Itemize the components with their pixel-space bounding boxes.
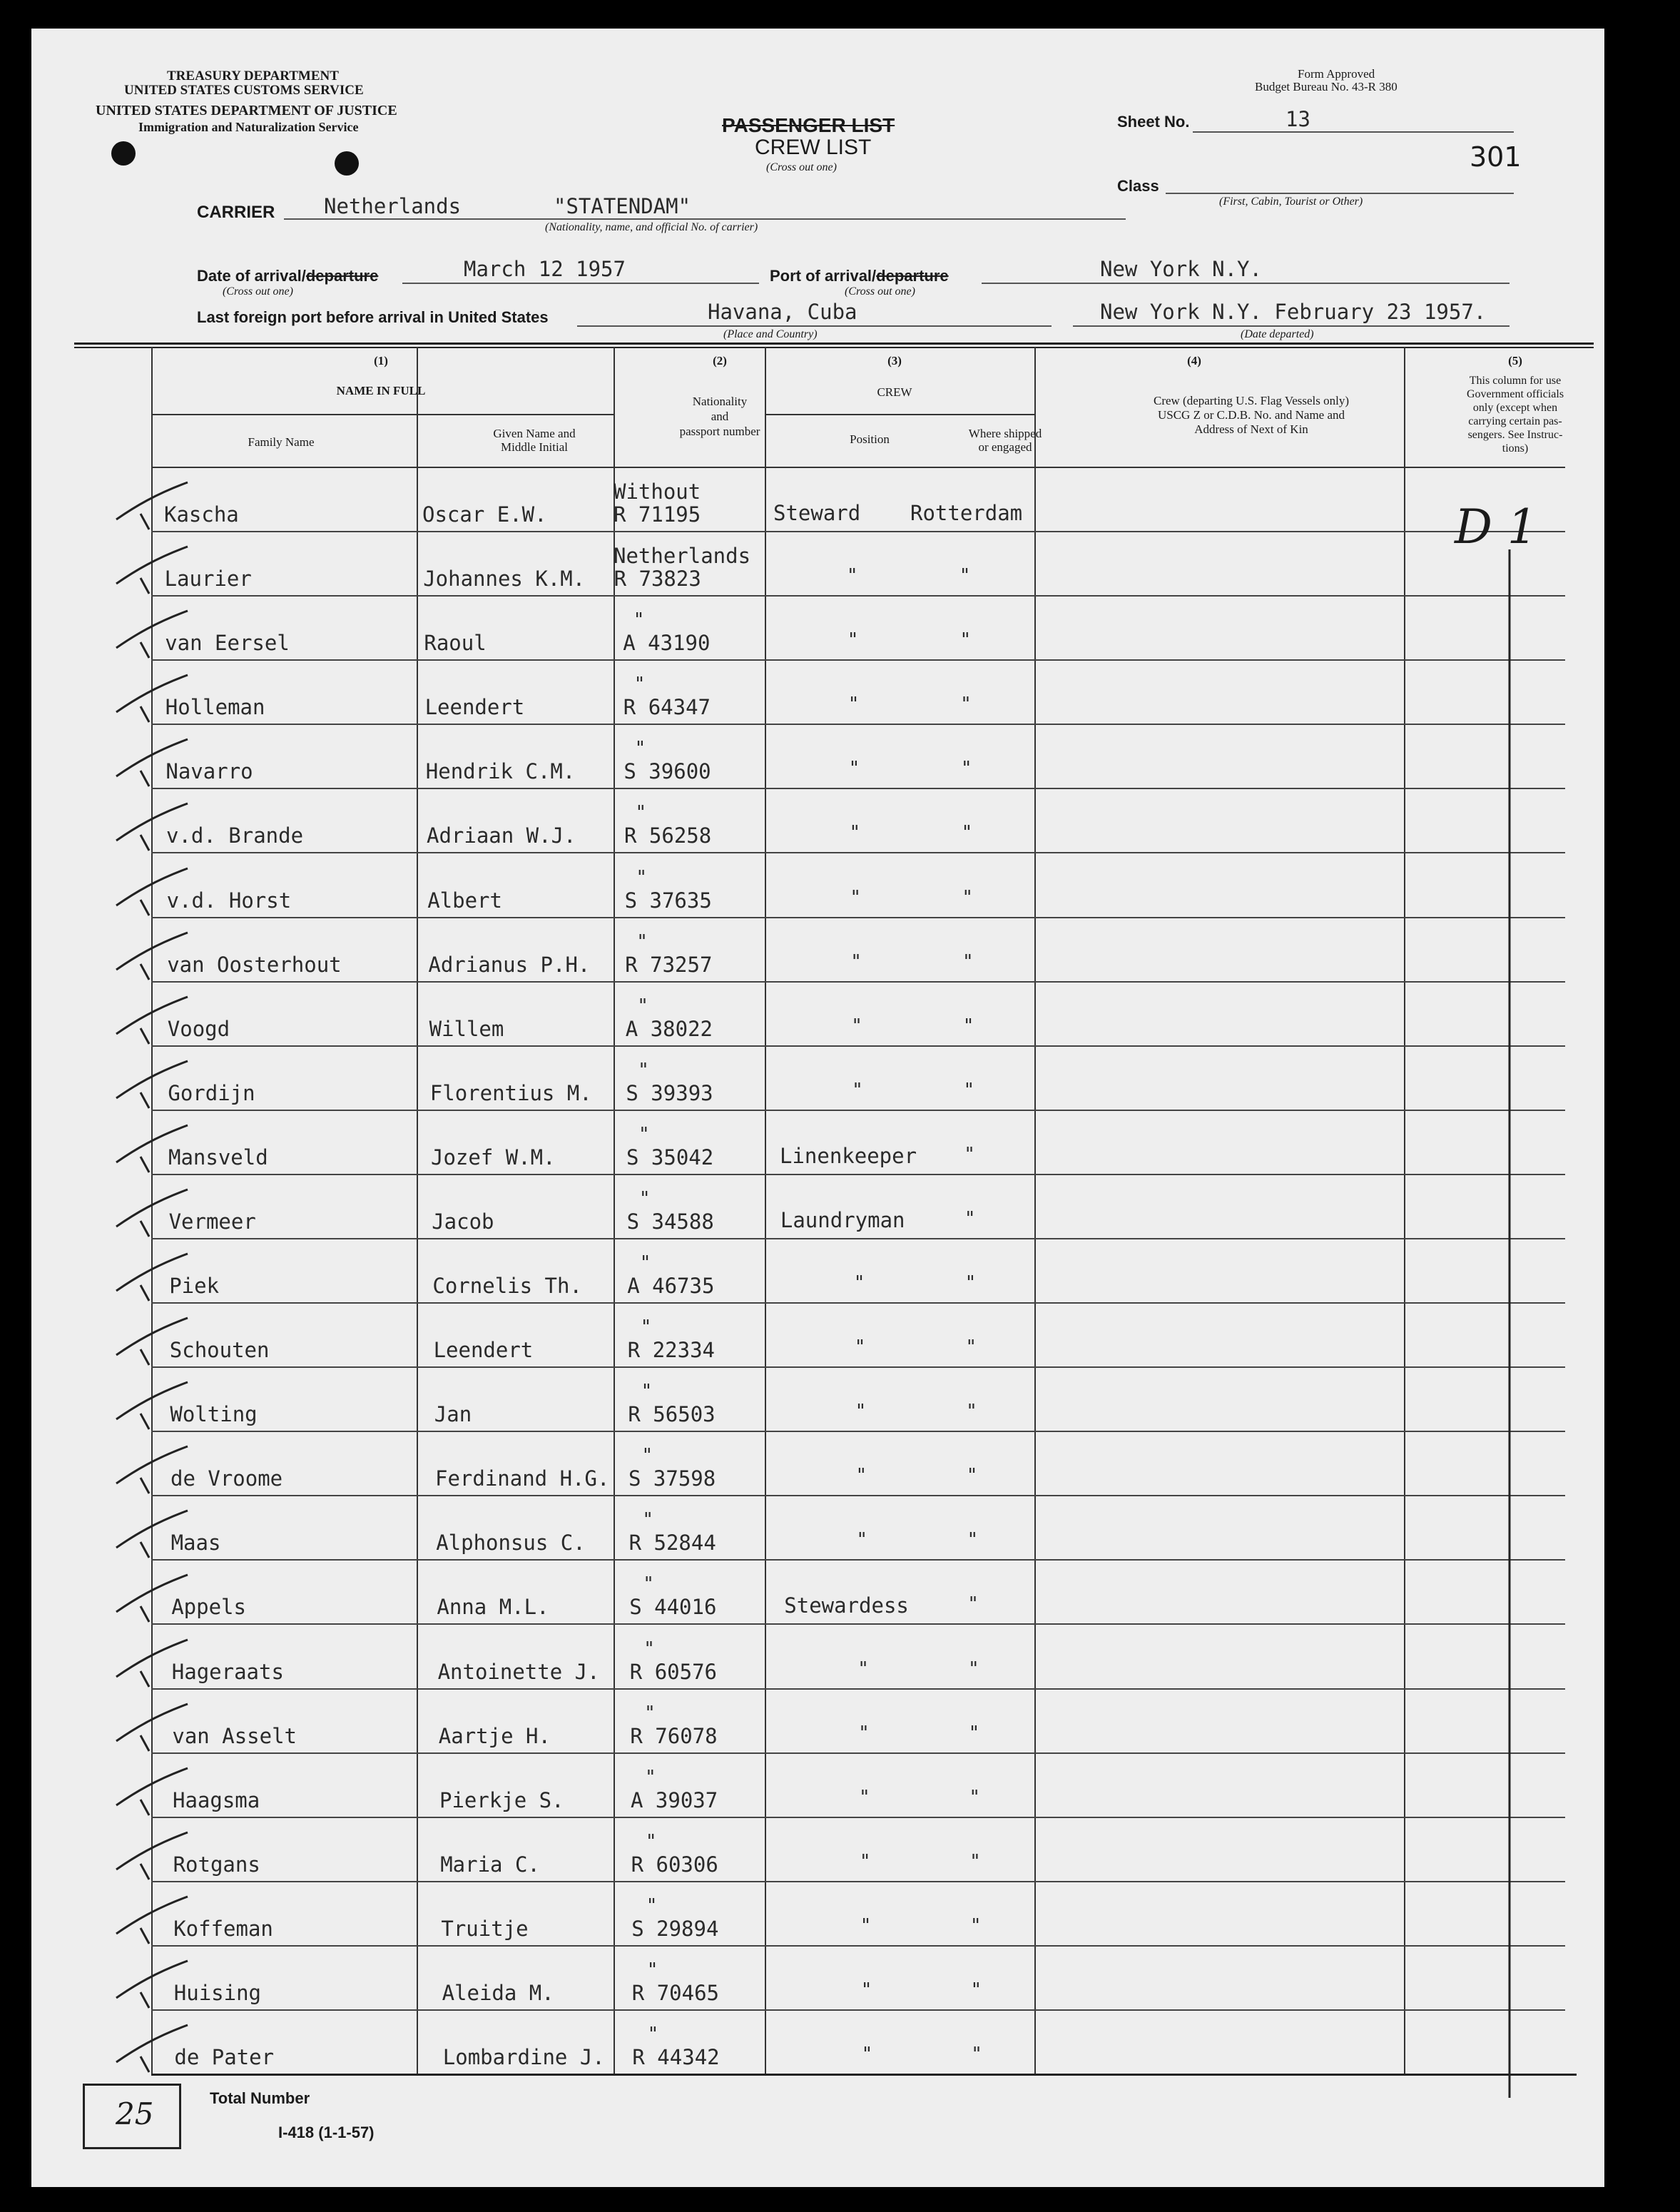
check-mark-icon [113, 1892, 192, 1949]
class-label: Class [1117, 177, 1159, 195]
check-mark-icon [113, 928, 192, 985]
passport-number: R 60576 [629, 1659, 718, 1684]
given-name: Lombardine J. [442, 2045, 605, 2069]
where-shipped: " [959, 565, 971, 587]
position: " [851, 1015, 862, 1037]
passport-number: S 39600 [623, 759, 711, 784]
total-value: 25 [116, 2096, 154, 2131]
family-name: Mansveld [168, 1145, 268, 1170]
nationality: " [643, 1638, 655, 1660]
where-shipped: " [963, 1079, 975, 1101]
family-name: Holleman [165, 695, 265, 720]
given-name: Jan [434, 1402, 472, 1427]
given-name: Jozef W.M. [431, 1145, 556, 1170]
family-name: Huising [173, 1980, 262, 2005]
sheet-number: 13 [1286, 107, 1310, 131]
family-name: van Asselt [172, 1723, 297, 1748]
col2-header: Nationality and passport number [679, 395, 760, 438]
last-port-label: Last foreign port before arrival in United States [197, 308, 549, 326]
check-mark-icon [113, 1571, 192, 1628]
nationality: " [638, 1059, 649, 1081]
family-name: de Vroome [170, 1466, 283, 1491]
family-name: Navarro [166, 759, 253, 784]
crew-list-title: CREW LIST [755, 136, 872, 159]
check-mark-icon [113, 1378, 192, 1435]
given-name: Ferdinand H.G. [435, 1466, 610, 1491]
position: " [854, 1336, 866, 1359]
where-shipped: " [960, 694, 972, 716]
given-name: Leendert [424, 695, 525, 720]
nationality: " [637, 995, 648, 1017]
given-name: Raoul [424, 631, 487, 656]
check-mark-icon [113, 2021, 192, 2078]
where-shipped: " [969, 1850, 981, 1872]
col5-annotation: D 1 [1455, 499, 1537, 554]
given-name: Adrianus P.H. [428, 952, 591, 977]
passport-number: A 39037 [631, 1787, 718, 1812]
passport-number: S 34588 [626, 1209, 714, 1234]
given-name: Adriaan W.J. [427, 823, 576, 848]
check-mark-icon [113, 993, 192, 1050]
col1-number: (1) [374, 354, 388, 367]
where-shipped: " [970, 1979, 982, 2001]
page-stamp: 301 [1470, 141, 1522, 173]
col2-number: (2) [713, 354, 727, 367]
check-mark-icon [113, 864, 192, 921]
budget-bureau: Budget Bureau No. 43-R 380 [1255, 80, 1398, 93]
col4-number: (4) [1187, 354, 1201, 367]
where-shipped: " [966, 1401, 977, 1423]
where-shipped: " [967, 1529, 979, 1551]
form-number: I-418 (1-1-57) [278, 2124, 375, 2141]
check-mark-icon [113, 1957, 192, 2014]
col4-header: Crew (departing U.S. Flag Vessels only) USCG Z or C.D.B. No. and Name and Address of Next of Kin [1153, 394, 1350, 436]
customs-service: UNITED STATES CUSTOMS SERVICE [124, 83, 364, 98]
given-name: Oscar E.W. [422, 502, 547, 527]
col1-title: NAME IN FULL [336, 384, 426, 397]
check-mark-icon [113, 1700, 192, 1757]
carrier-hint: (Nationality, name, and official No. of carrier) [545, 221, 758, 233]
passport-number: S 39393 [626, 1080, 713, 1105]
where-shipped: " [971, 2044, 982, 2065]
class-hint: (First, Cabin, Tourist or Other) [1219, 196, 1363, 208]
position: " [861, 2044, 873, 2065]
given-name: Florentius M. [429, 1080, 592, 1105]
family-name: Koffeman [173, 1916, 273, 1941]
position: Steward [773, 501, 861, 526]
date-hint: (Cross out one) [223, 285, 293, 298]
family-name: van Oosterhout [167, 952, 342, 977]
where-shipped: " [969, 1786, 981, 1808]
passport-number: R 56503 [628, 1402, 716, 1427]
position: Stewardess [784, 1593, 909, 1618]
col3-number: (3) [887, 354, 902, 367]
check-mark-icon [113, 607, 192, 664]
passport-number: S 37598 [628, 1466, 716, 1491]
nationality: Without [614, 480, 701, 504]
departed-value: New York N.Y. February 23 1957. [1100, 300, 1487, 324]
departed-hint: (Date departed) [1241, 328, 1314, 340]
given-name: Johannes K.M. [423, 567, 586, 592]
port-hint: (Cross out one) [845, 285, 915, 298]
nationality: " [646, 1959, 658, 1981]
passenger-list-title: PASSENGER LIST [722, 114, 895, 136]
col5-vertical-stroke [1501, 549, 1522, 2105]
passport-number: S 44016 [629, 1595, 717, 1620]
where-shipped: " [965, 1336, 977, 1359]
family-name: v.d. Brande [166, 823, 304, 848]
nationality: " [642, 1509, 654, 1531]
col1a-header: Family Name [248, 435, 315, 449]
family-name: v.d. Horst [166, 888, 292, 913]
passport-number: R 76078 [630, 1723, 718, 1748]
nationality: " [645, 1830, 657, 1852]
total-label: Total Number [210, 2089, 310, 2107]
where-shipped: " [962, 886, 973, 908]
family-name: Piek [169, 1274, 220, 1299]
check-mark-icon [113, 735, 192, 792]
passport-number: A 43190 [623, 631, 711, 656]
nationality: " [645, 1766, 656, 1788]
check-mark-icon [113, 799, 192, 856]
treasury-dept: TREASURY DEPARTMENT [167, 69, 339, 83]
passport-number: R 73257 [625, 952, 713, 977]
punch-hole [111, 141, 136, 166]
nationality: " [643, 1573, 654, 1595]
nationality: " [636, 866, 648, 888]
position: " [860, 1914, 872, 1937]
nationality: " [647, 2024, 659, 2045]
position: " [850, 886, 862, 908]
check-mark-icon [113, 1506, 192, 1563]
passport-number: R 70465 [631, 1980, 720, 2005]
nationality: " [638, 1123, 650, 1145]
port-value: New York N.Y. [1100, 257, 1262, 281]
col3b-header: Where shipped or engaged [968, 427, 1042, 454]
check-mark-icon [113, 1635, 192, 1693]
date-label: Date of arrival/departure [197, 267, 379, 285]
check-mark-icon [113, 542, 192, 599]
position: " [846, 565, 858, 587]
family-name: Vermeer [168, 1209, 256, 1234]
given-name: Maria C. [440, 1852, 540, 1877]
nationality: Netherlands [614, 544, 751, 569]
family-name: Wolting [170, 1402, 258, 1427]
col5-number: (5) [1508, 354, 1522, 367]
check-mark-icon [113, 1764, 192, 1821]
nationality: " [644, 1702, 656, 1724]
passport-number: A 46735 [627, 1274, 715, 1299]
where-shipped: " [959, 629, 972, 651]
passport-number: S 37635 [624, 888, 712, 913]
family-name: Laurier [164, 567, 252, 592]
given-name: Hendrik C.M. [425, 759, 576, 784]
port-label: Port of arrival/departure [770, 267, 949, 285]
position: " [860, 1979, 872, 2001]
position: " [847, 694, 860, 716]
nationality: " [646, 1894, 658, 1917]
family-name: Voogd [167, 1016, 230, 1041]
nationality: " [641, 1445, 653, 1467]
carrier-label: CARRIER [197, 203, 275, 222]
crew-list-form [31, 29, 1604, 2187]
passport-number: A 38022 [625, 1016, 713, 1041]
position: " [853, 1272, 865, 1294]
where-shipped: " [968, 1722, 980, 1744]
where-shipped: " [962, 1015, 974, 1037]
position: " [857, 1658, 869, 1680]
nationality: " [636, 930, 648, 953]
sheet-label: Sheet No. [1117, 113, 1190, 131]
given-name: Aleida M. [442, 1980, 554, 2005]
position: " [852, 1079, 863, 1101]
position: " [850, 950, 862, 973]
position: Laundryman [780, 1207, 905, 1232]
carrier-nationality: Netherlands [324, 194, 462, 218]
family-name: Haagsma [173, 1787, 260, 1812]
where-shipped: " [967, 1658, 979, 1680]
position: " [859, 1786, 870, 1808]
given-name: Alphonsus C. [436, 1531, 586, 1556]
family-name: de Pater [174, 2045, 275, 2069]
last-port-hint: (Place and Country) [723, 328, 818, 340]
passport-number: S 29894 [631, 1916, 719, 1941]
position: " [849, 822, 861, 844]
check-mark-icon [113, 1057, 192, 1114]
passport-number: S 35042 [626, 1145, 714, 1170]
date-value: March 12 1957 [464, 257, 626, 281]
position: " [856, 1529, 868, 1551]
punch-hole [335, 151, 359, 176]
nationality: " [634, 738, 646, 760]
col5-header: This column for use Government officials only (except when carrying certain pas- sengers. See Instruc- tions) [1466, 375, 1564, 455]
where-shipped: " [966, 1465, 978, 1487]
given-name: Truitje [441, 1916, 529, 1941]
passport-number: R 44342 [632, 2045, 720, 2069]
nationality: " [633, 609, 645, 631]
position: " [855, 1401, 867, 1423]
given-name: Pierkje S. [439, 1787, 564, 1812]
position: " [855, 1465, 867, 1487]
given-name: Cornelis Th. [432, 1274, 582, 1299]
family-name: Rotgans [173, 1852, 260, 1877]
last-port-value: Havana, Cuba [708, 300, 857, 324]
nationality: " [640, 1316, 652, 1339]
where-shipped: " [960, 758, 972, 780]
cross-out-hint: (Cross out one) [766, 161, 837, 173]
where-shipped: " [962, 950, 974, 973]
check-mark-icon [113, 1314, 192, 1371]
given-name: Leendert [433, 1338, 534, 1363]
given-name: Aartje H. [438, 1723, 551, 1748]
check-mark-icon [113, 1185, 192, 1242]
position: " [848, 758, 860, 780]
family-name: Maas [170, 1531, 221, 1556]
position: Linenkeeper [780, 1143, 917, 1168]
col3a-header: Position [850, 432, 890, 446]
position: " [858, 1722, 870, 1744]
nationality: " [639, 1252, 651, 1274]
passport-number: R 22334 [627, 1338, 716, 1363]
check-mark-icon [113, 1121, 192, 1178]
nationality: " [638, 1187, 651, 1209]
nationality: " [641, 1381, 653, 1403]
position: " [859, 1850, 871, 1872]
form-approved: Form Approved [1298, 67, 1375, 81]
check-mark-icon [113, 478, 192, 535]
family-name: Gordijn [168, 1080, 255, 1105]
where-shipped: " [967, 1593, 979, 1615]
ins-service: Immigration and Naturalization Service [138, 120, 359, 134]
where-shipped: " [969, 1914, 982, 1937]
where-shipped: Rotterdam [910, 501, 1023, 526]
where-shipped: " [964, 1272, 977, 1294]
check-mark-icon [113, 1249, 192, 1307]
family-name: Appels [171, 1595, 246, 1620]
passport-number: R 71195 [614, 502, 701, 527]
where-shipped: " [964, 1207, 976, 1229]
where-shipped: " [961, 822, 973, 844]
family-name: Hageraats [171, 1659, 284, 1684]
col1b-header: Given Name and Middle Initial [493, 427, 576, 454]
passport-number: R 56258 [624, 823, 712, 848]
passport-number: R 52844 [628, 1531, 716, 1556]
nationality: " [635, 802, 647, 824]
passport-number: R 64347 [623, 695, 711, 720]
family-name: Schouten [169, 1338, 270, 1363]
given-name: Willem [429, 1016, 504, 1041]
check-mark-icon [113, 671, 192, 728]
family-name: Kascha [164, 502, 239, 527]
given-name: Jacob [432, 1209, 494, 1234]
passport-number: R 73823 [614, 567, 701, 592]
given-name: Albert [427, 888, 502, 913]
carrier-name: "STATENDAM" [554, 194, 691, 218]
given-name: Anna M.L. [437, 1595, 549, 1620]
check-mark-icon [113, 1828, 192, 1885]
given-name: Antoinette J. [437, 1659, 600, 1684]
col3-title: CREW [877, 385, 912, 399]
nationality: " [633, 674, 646, 696]
position: " [847, 629, 859, 651]
check-mark-icon [113, 1442, 192, 1499]
family-name: van Eersel [165, 631, 290, 656]
where-shipped: " [964, 1143, 975, 1165]
passport-number: R 60306 [631, 1852, 718, 1877]
justice-dept: UNITED STATES DEPARTMENT OF JUSTICE [96, 103, 397, 118]
